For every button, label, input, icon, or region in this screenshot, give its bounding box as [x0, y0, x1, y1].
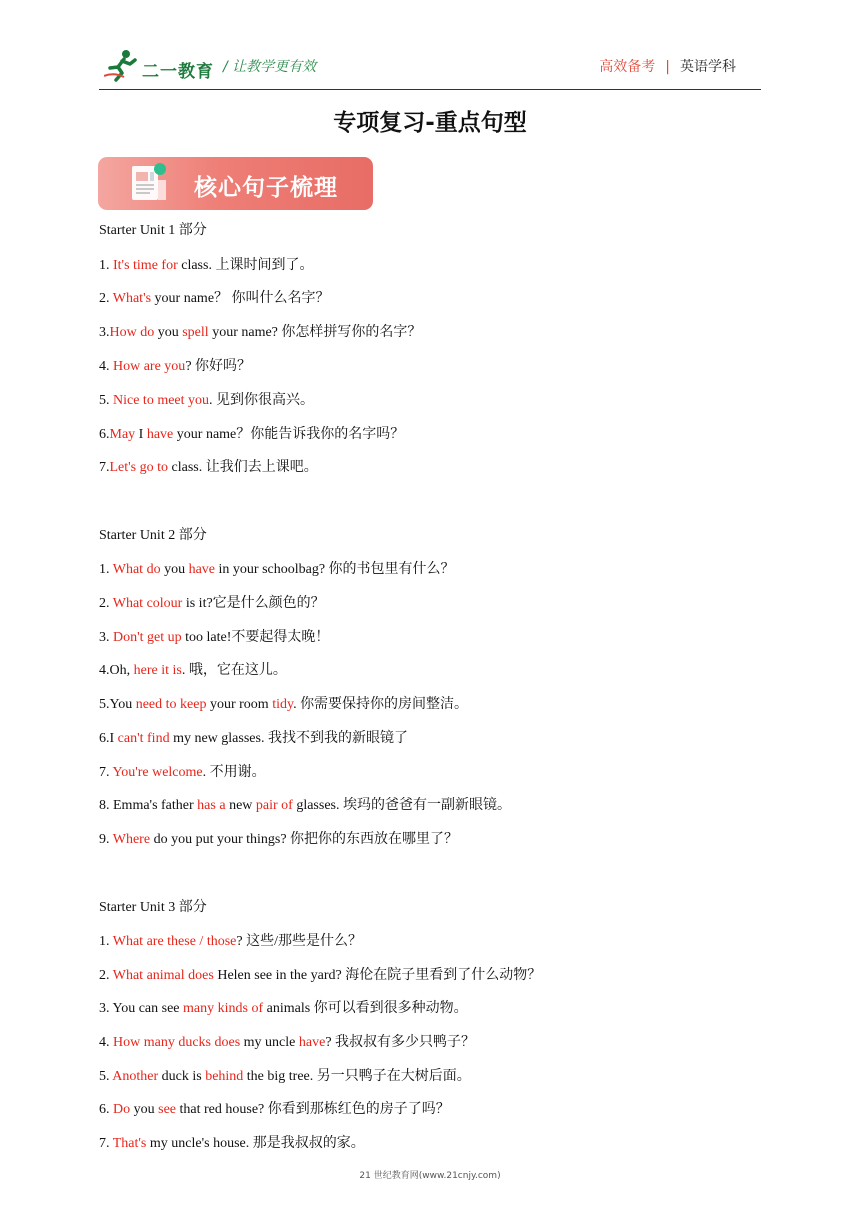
sentence-text: . 见到你很高兴。 — [209, 393, 315, 408]
key-phrase: can't find — [117, 731, 170, 746]
key-phrase: It's time for — [113, 258, 178, 273]
sentence-text: 1. — [99, 562, 113, 577]
sentence-text: 3. — [99, 630, 113, 645]
sentence-text: Starter Unit 3 部分 — [99, 900, 207, 915]
key-phrase: What are these / those — [112, 934, 237, 949]
key-phrase: see — [158, 1102, 177, 1117]
unit-heading — [99, 222, 207, 240]
sentence-text: 1. — [99, 258, 113, 273]
key-phrase: have — [188, 562, 216, 577]
sentence-line — [99, 629, 329, 647]
key-phrase: have — [146, 427, 174, 442]
brand-logo — [104, 48, 214, 82]
sentence-line — [99, 730, 408, 748]
sentence-line — [99, 696, 468, 714]
key-phrase: Don't get up — [113, 630, 182, 645]
sentence-text: new — [225, 798, 256, 813]
sentence-text: do you put your things? 你把你的东西放在哪里了？ — [150, 832, 459, 847]
sentence-line — [99, 324, 421, 342]
key-phrase: have — [298, 1035, 326, 1050]
sentence-text: you — [160, 562, 189, 577]
sentence-text: you — [154, 325, 183, 340]
key-phrase: May — [109, 427, 136, 442]
key-phrase: Nice to meet you — [113, 393, 210, 408]
sentence-line — [99, 967, 541, 985]
sentence-text: 1. — [99, 934, 113, 949]
sentence-text: 8. Emma's father — [99, 798, 198, 813]
key-phrase: Do — [113, 1102, 131, 1117]
sentence-line — [99, 764, 266, 782]
sentence-line — [99, 933, 362, 951]
sentence-text: ? 这些/那些是什么？ — [236, 934, 362, 949]
sentence-line — [99, 595, 325, 613]
sentence-text: my uncle's house. 那是我叔叔的家。 — [146, 1136, 365, 1151]
page-title: 专项复习-重点句型 — [333, 110, 527, 136]
sentence-line — [99, 392, 314, 410]
sentence-text: too late!不要起得太晚！ — [181, 630, 330, 645]
sentence-line — [99, 459, 318, 477]
sentence-line — [99, 257, 313, 275]
sentence-text: I — [135, 427, 147, 442]
sentence-text: my uncle — [240, 1035, 299, 1050]
sentence-text: ? 我叔叔有多少只鸭子？ — [325, 1035, 476, 1050]
key-phrase: What animal does — [112, 968, 214, 983]
sentence-text: 9. — [99, 832, 113, 847]
sentence-line — [99, 358, 251, 376]
key-phrase: What's — [112, 291, 152, 306]
sentence-text: 5. — [99, 393, 113, 408]
sentence-text: 4.Oh, — [99, 663, 134, 678]
sentence-text: 2. — [99, 596, 113, 611]
key-phrase: Where — [112, 832, 151, 847]
key-phrase: behind — [205, 1069, 244, 1084]
key-phrase: What colour — [112, 596, 183, 611]
header-label-exam: 高效备考 — [599, 59, 656, 75]
sentence-line — [99, 1101, 450, 1119]
key-phrase: many kinds of — [183, 1001, 264, 1016]
key-phrase: has a — [197, 798, 226, 813]
sentence-text: 3. — [99, 325, 110, 340]
sentence-text: Starter Unit 1 部分 — [99, 223, 207, 238]
sentence-text: 2. — [99, 291, 113, 306]
runner-logo-icon — [104, 48, 140, 82]
header-label-subject: 英语学科 — [680, 59, 736, 75]
key-phrase: here it is — [133, 663, 182, 678]
sentence-text: you — [130, 1102, 159, 1117]
sentence-text: 6. — [99, 427, 110, 442]
sentence-text: . 不用谢。 — [202, 765, 266, 780]
key-phrase: pair of — [255, 798, 293, 813]
header-right — [599, 56, 736, 76]
sentence-text: . 你需要保持你的房间整洁。 — [293, 697, 469, 712]
key-phrase: spell — [182, 325, 209, 340]
sentence-text: my new glasses. 我找不到我的新眼镜了 — [169, 731, 408, 746]
sentence-text: 6. — [99, 1102, 113, 1117]
sentence-text: 4. — [99, 1035, 113, 1050]
key-phrase: need to keep — [135, 697, 207, 712]
sentence-line — [99, 662, 287, 680]
unit-heading — [99, 527, 207, 545]
sentence-text: 6.I — [99, 731, 118, 746]
sentence-text: your name？你能告诉我你的名字吗？ — [173, 427, 405, 442]
sentence-line — [99, 1068, 471, 1086]
key-phrase: How do — [109, 325, 155, 340]
sentence-line — [99, 561, 455, 579]
unit-heading — [99, 899, 207, 917]
sentence-line — [99, 1034, 475, 1052]
sentence-text: 7. — [99, 1136, 113, 1151]
sentence-text: class. 上课时间到了。 — [177, 258, 314, 273]
sentence-text: ? 你好吗？ — [185, 359, 252, 374]
sentence-text: that red house? 你看到那栋红色的房子了吗？ — [176, 1102, 450, 1117]
slogan: / 让教学更有效 — [223, 59, 317, 75]
sentence-text: 4. — [99, 359, 113, 374]
sentence-text: 7. — [99, 765, 113, 780]
key-phrase: Another — [112, 1069, 159, 1084]
header-separator: | — [665, 59, 670, 75]
sentence-text: duck is — [158, 1069, 206, 1084]
page-footer: 21 世纪教育网(www.21cnjy.com) — [359, 1171, 501, 1181]
banner-label: 核心句子梳理 — [194, 175, 338, 201]
sentence-line — [99, 290, 330, 308]
sentence-text: is it?它是什么颜色的？ — [182, 596, 325, 611]
sentence-line — [99, 797, 511, 815]
sentence-line — [99, 1000, 468, 1018]
sentence-text: in your schoolbag? 你的书包里有什么？ — [215, 562, 455, 577]
sentence-text: class. 让我们去上课吧。 — [168, 460, 318, 475]
sentence-text: 2. — [99, 968, 113, 983]
document-icon — [128, 162, 172, 204]
header-divider — [99, 89, 761, 90]
sentence-text: your name? 你怎样拼写你的名字？ — [208, 325, 422, 340]
key-phrase: That's — [112, 1136, 147, 1151]
sentence-text: the big tree. 另一只鸭子在大树后面。 — [243, 1069, 471, 1084]
logo-text: 二一教育 — [142, 62, 214, 82]
page-header — [99, 44, 761, 90]
key-phrase: tidy — [272, 697, 294, 712]
sentence-text: Helen see in the yard? 海伦在院子里看到了什么动物？ — [213, 968, 542, 983]
key-phrase: What do — [112, 562, 161, 577]
sentence-text: 5. — [99, 1069, 113, 1084]
sentence-text: 3. You can see — [99, 1001, 183, 1016]
key-phrase: How many ducks does — [113, 1035, 241, 1050]
sentence-line — [99, 426, 404, 444]
sentence-text: 5.You — [99, 697, 136, 712]
key-phrase: How are you — [113, 359, 186, 374]
key-phrase: You're welcome — [112, 765, 203, 780]
sentence-line — [99, 1135, 365, 1153]
sentence-text: your name？ 你叫什么名字？ — [151, 291, 330, 306]
section-banner — [98, 157, 373, 210]
sentence-text: animals 你可以看到很多种动物。 — [263, 1001, 468, 1016]
sentence-text: . 哦，它在这儿。 — [181, 663, 287, 678]
sentence-text: 7. — [99, 460, 110, 475]
key-phrase: Let's go to — [109, 460, 169, 475]
sentence-line — [99, 831, 458, 849]
sentence-text: your room — [206, 697, 273, 712]
sentence-text: Starter Unit 2 部分 — [99, 528, 207, 543]
sentence-text: glasses. 埃玛的爸爸有一副新眼镜。 — [292, 798, 511, 813]
